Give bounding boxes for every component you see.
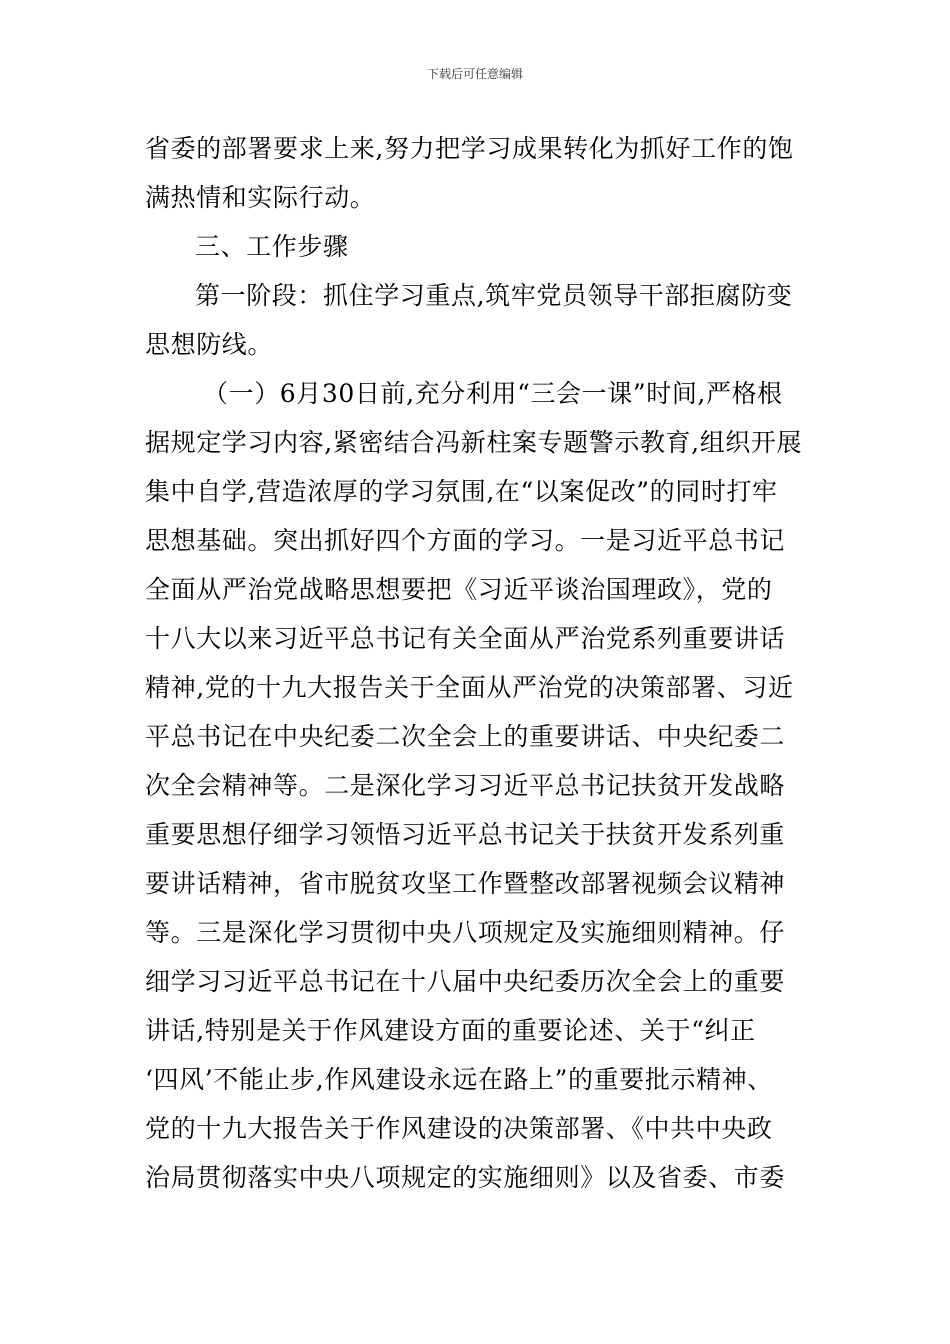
body-line: 思想基础。突出抓好四个方面的学习。一是习近平总书记 — [145, 526, 786, 555]
body-line: 等。三是深化学习贯彻中央八项规定及实施细则精神。仔 — [145, 918, 786, 947]
body-line: 讲话,特别是关于作风建设方面的重要论述、关于“纠正 — [145, 1016, 756, 1045]
body-line: 党的十九大报告关于作风建设的决策部署、《中共中央政 — [145, 1114, 773, 1143]
body-line: 治局贯彻落实中央八项规定的实施细则》以及省委、市委 — [145, 1163, 786, 1192]
body-line: 十八大以来习近平总书记有关全面从严治党系列重要讲话 — [145, 624, 786, 653]
item-heading: （一）6月30日前,充分利用“三会一课”时间,严格根 — [203, 379, 783, 408]
body-line: 全面从严治党战略思想要把《习近平谈治国理政》，党的 — [145, 575, 773, 604]
body-line: 重要思想仔细学习领悟习近平总书记关于扶贫开发系列重 — [145, 820, 786, 849]
body-line: 要讲话精神，省市脱贫攻坚工作暨整改部署视频会议精神 — [145, 869, 786, 898]
body-line: 据规定学习内容,紧密结合冯新柱案专题警示教育,组织开展 — [145, 428, 803, 457]
body-line: 思想防线。 — [145, 330, 274, 359]
stage-heading: 第一阶段：抓住学习重点,筑牢党员领导干部拒腐防变 — [195, 281, 793, 310]
body-line: 平总书记在中央纪委二次全会上的重要讲话、中央纪委二 — [145, 722, 786, 751]
body-line: 精神,党的十九大报告关于全面从严治党的决策部署、习近 — [145, 673, 794, 702]
body-line: ‘四风’不能止步,作风建设永远在路上”的重要批示精神、 — [145, 1065, 773, 1094]
body-line: 次全会精神等。二是深化学习习近平总书记扶贫开发战略 — [145, 771, 786, 800]
page-header: 下载后可任意编辑 — [426, 67, 523, 81]
document-body — [145, 124, 810, 1202]
body-line: 满热情和实际行动。 — [145, 183, 376, 212]
body-line: 集中自学,营造浓厚的学习氛围,在“以案促改”的同时打牢 — [145, 477, 778, 506]
body-line: 细学习习近平总书记在十八届中央纪委历次全会上的重要 — [145, 967, 786, 996]
body-line: 省委的部署要求上来,努力把学习成果转化为抓好工作的饱 — [145, 134, 794, 163]
section-heading: 三、工作步骤 — [195, 232, 349, 261]
